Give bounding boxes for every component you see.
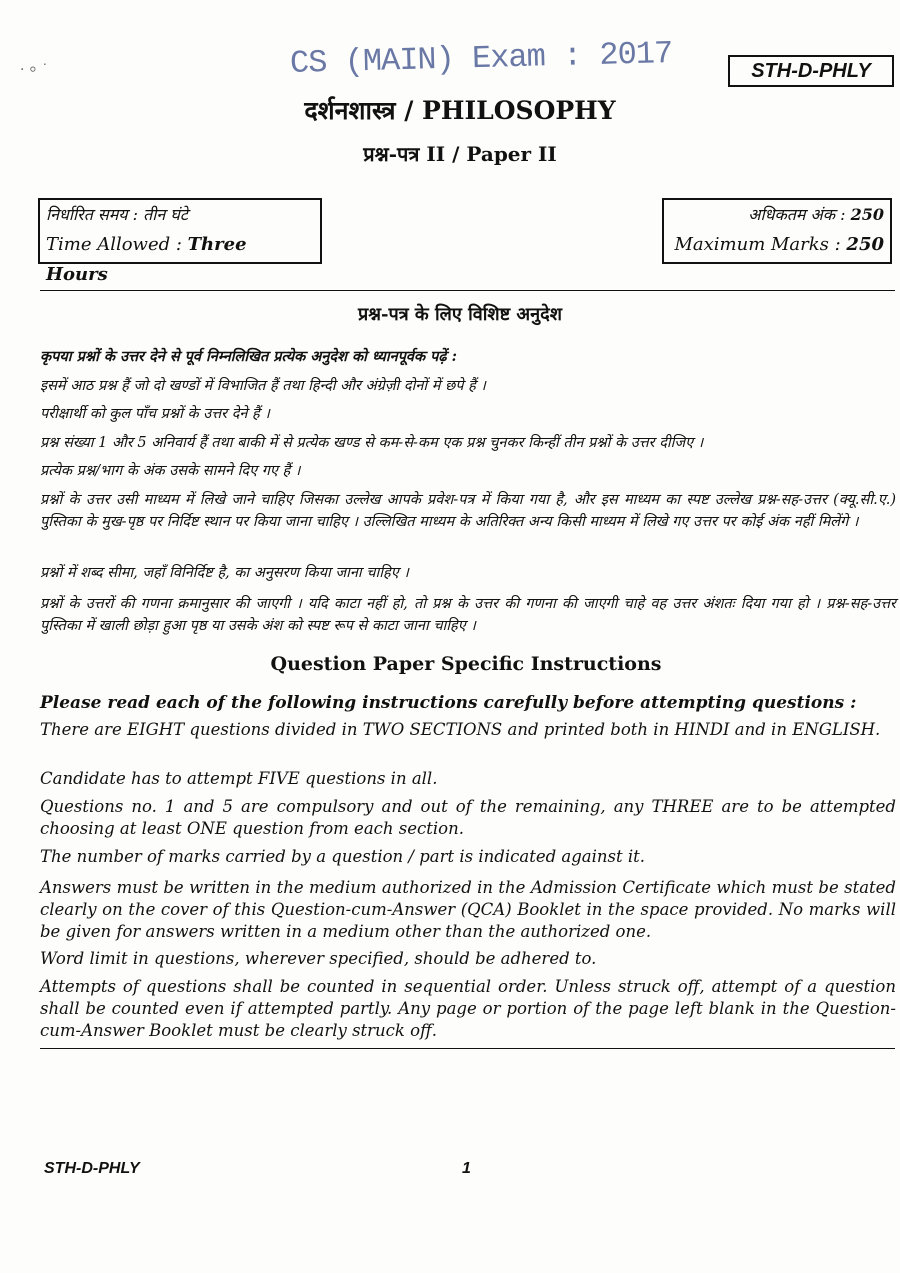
- english-instruction-2: Candidate has to attempt FIVE questions in all.: [40, 769, 438, 788]
- time-allowed-hindi: निर्धारित समय : तीन घंटे: [46, 205, 188, 224]
- english-instruction-1: There are EIGHT questions divided in TWO SECTIONS and printed both in HINDI and in ENGLISH.: [40, 720, 881, 739]
- maximum-marks-hindi-value: 250: [850, 205, 884, 224]
- time-allowed-box: [38, 198, 322, 285]
- english-instructions-lead: Please read each of the following instructions carefully before attempting questions :: [40, 693, 857, 713]
- english-instruction-6: Word limit in questions, wherever specified, should be adhered to.: [40, 949, 597, 968]
- maximum-marks-value: 250: [846, 234, 884, 255]
- footer-paper-code: STH-D-PHLY: [44, 1160, 140, 1177]
- maximum-marks-label: Maximum Marks :: [674, 234, 847, 255]
- paper-number: प्रश्न-पत्र II / Paper II: [363, 142, 557, 166]
- hindi-instructions-lead: कृपया प्रश्नों के उत्तर देने से पूर्व निम्नलिखित प्रत्येक अनुदेश को ध्यानपूर्वक पढ़ें :: [40, 348, 457, 365]
- exam-stamp: CS (MAIN) Exam : 2017: [289, 35, 673, 82]
- hindi-instruction-5: प्रश्नों के उत्तर उसी माध्यम में लिखे जाने चाहिए जिसका उल्लेख आपके प्रवेश-पत्र में किया गया है, और इस माध्यम का स्पष्ट उल्लेख प्रश्न-सह-उत्तर (क्यू.सी.ए.) पुस्तिका के मुख-पृष्ठ पर निर्दिष्ट स्थान पर किया जाना चाहिए । उल्लिखित माध्यम के अतिरिक्त अन्य किसी माध्यम में लिखे गए उत्तर पर कोई अंक नहीं मिलेंगे ।: [40, 492, 896, 530]
- maximum-marks-english: [670, 230, 884, 260]
- maximum-marks-hindi: [670, 200, 884, 230]
- english-instruction-3: Questions no. 1 and 5 are compulsory and out of the remaining, any THREE are to be attempted choosing at least ONE question from each section.: [40, 797, 896, 838]
- hindi-instruction-1: इसमें आठ प्रश्न हैं जो दो खण्डों में विभाजित हैं तथा हिन्दी और अंग्रेज़ी दोनों में छपे हैं ।: [40, 378, 486, 394]
- maximum-marks-hindi-label: अधिकतम अंक :: [748, 205, 851, 224]
- hindi-instruction-7: प्रश्नों के उत्तरों की गणना क्रमानुसार की जाएगी । यदि काटा नहीं हो, तो प्रश्न के उत्तर की गणना की जाएगी चाहे वह उत्तर अंशतः दिया गया हो । प्रश्न-सह-उत्तर पुस्तिका में खाली छोड़ा हुआ पृष्ठ या उसके अंश को स्पष्ट रूप से काटा जाना चाहिए ।: [40, 596, 896, 634]
- time-allowed-value: Three Hours: [46, 234, 247, 285]
- divider-top: [40, 290, 895, 291]
- page-number: 1: [462, 1160, 471, 1177]
- english-instruction-4: The number of marks carried by a question / part is indicated against it.: [40, 847, 646, 866]
- time-allowed-english: [46, 230, 314, 290]
- maximum-marks-box: [662, 198, 892, 264]
- hindi-instruction-3: प्रश्न संख्या 1 और 5 अनिवार्य हैं तथा बाकी में से प्रत्येक खण्ड से कम-से-कम एक प्रश्न चुनकर किन्हीं तीन प्रश्नों के उत्तर दीजिए ।: [40, 435, 704, 451]
- hindi-instructions-heading: प्रश्न-पत्र के लिए विशिष्ट अनुदेश: [358, 304, 562, 325]
- english-instructions-heading: Question Paper Specific Instructions: [270, 653, 662, 675]
- hindi-instruction-4: प्रत्येक प्रश्न/भाग के अंक उसके सामने दिए गए हैं ।: [40, 463, 301, 479]
- paper-code-box: STH-D-PHLY: [728, 55, 894, 87]
- time-allowed-label: Time Allowed :: [46, 234, 188, 255]
- hindi-instruction-6: प्रश्नों में शब्द सीमा, जहाँ विनिर्दिष्ट है, का अनुसरण किया जाना चाहिए ।: [40, 565, 409, 581]
- english-instruction-7: Attempts of questions shall be counted in sequential order. Unless struck off, attempt of a question shall be counted even if attempted partly. Any page or portion of the page left blank in the Question-cum-Answer Booklet must be clearly struck off.: [40, 977, 896, 1040]
- subject-title: दर्शनशास्त्र / PHILOSOPHY: [304, 96, 616, 125]
- scan-marks: · ⸰ ˙: [20, 62, 49, 78]
- hindi-instruction-2: परीक्षार्थी को कुल पाँच प्रश्नों के उत्तर देने हैं ।: [40, 406, 270, 422]
- divider-bottom: [40, 1048, 895, 1049]
- english-instruction-5: Answers must be written in the medium authorized in the Admission Certificate which must be stated clearly on the cover of this Question-cum-Answer (QCA) Booklet in the space provided. No marks will be given for answers written in a medium other than the authorized one.: [40, 878, 896, 941]
